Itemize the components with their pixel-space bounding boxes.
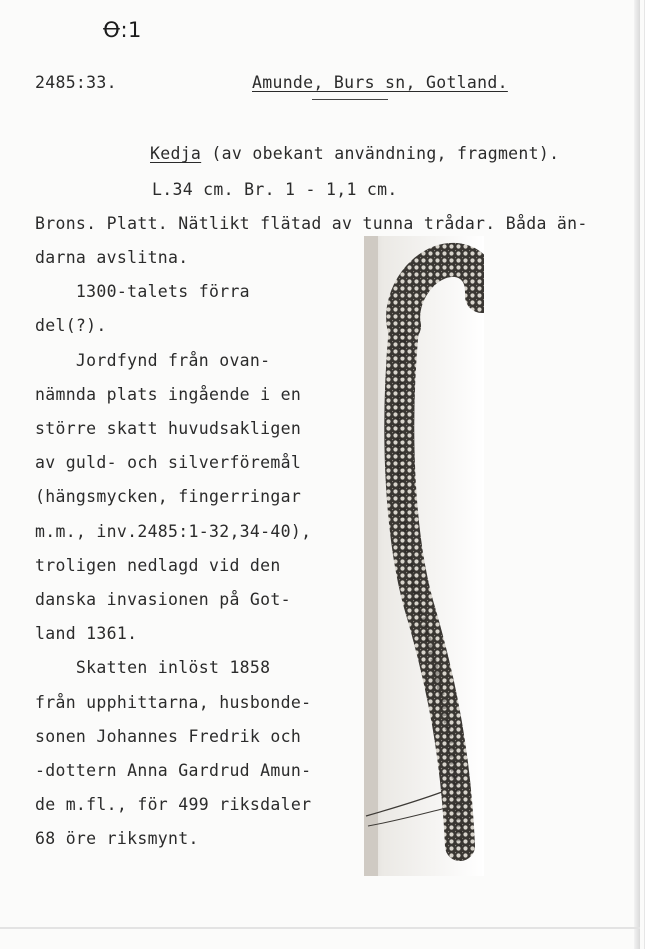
- body-text-line: del(?).: [35, 316, 107, 336]
- find-location: Amunde, Burs sn, Gotland.: [252, 73, 508, 92]
- body-text-line: nämnda plats ingående i en: [35, 384, 302, 404]
- body-text-line: darna avslitna.: [35, 248, 189, 267]
- object-title: [150, 144, 559, 163]
- body-text-line: Skatten inlöst 1858: [35, 658, 271, 678]
- chain-photograph: [364, 236, 484, 876]
- body-text-line: danska invasionen på Got-: [35, 590, 291, 609]
- body-text-line: av guld- och silverföremål: [35, 453, 302, 473]
- chain-photo-svg: [364, 236, 484, 876]
- location-double-underline: [312, 99, 388, 100]
- body-text-line: m.m., inv.2485:1-32,34-40),: [35, 521, 312, 541]
- body-text-line: 68 öre riksmynt.: [35, 829, 199, 849]
- body-text-line: från upphittarna, husbonde-: [35, 692, 312, 712]
- card-bottom-edge: [0, 927, 640, 929]
- body-text-line: större skatt huvudsakligen: [35, 419, 302, 438]
- card-edge-shadow: [634, 0, 640, 949]
- body-text-line: Jordfynd från ovan-: [35, 350, 271, 370]
- photo-left-shadow: [364, 236, 378, 876]
- body-text-line: sonen Johannes Fredrik och: [35, 726, 302, 746]
- body-text-line: -dottern Anna Gardrud Amun-: [35, 761, 312, 780]
- body-text-line: land 1361.: [35, 624, 138, 644]
- object-qualifier: (av obekant användning, fragment).: [201, 144, 560, 163]
- description-line: Brons. Platt. Nätlikt flätad av tunna trådar. Båda än-: [35, 214, 588, 233]
- measurements: L.34 cm. Br. 1 - 1,1 cm.: [152, 180, 398, 199]
- body-text-line: troligen nedlagd vid den: [35, 555, 281, 575]
- body-text-line: de m.fl., för 499 riksdaler: [35, 795, 312, 815]
- body-text-line: (hängsmycken, fingerringar: [35, 487, 302, 507]
- body-text-line: 1300-talets förra: [35, 282, 250, 302]
- inventory-number: 2485:33.: [35, 73, 117, 92]
- corner-mark: Ꝋ:1: [103, 18, 142, 42]
- object-name: Kedja: [150, 144, 202, 163]
